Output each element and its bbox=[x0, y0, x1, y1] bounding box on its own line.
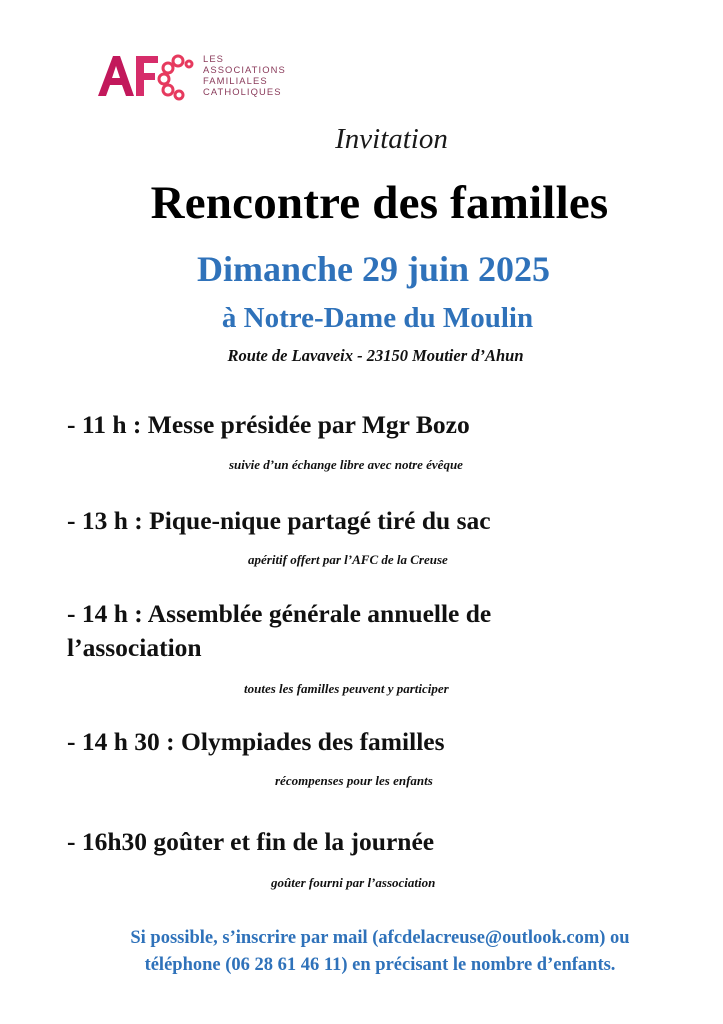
registration-line-2: téléphone (06 28 61 46 11) en précisant le nombre d’enfants. bbox=[144, 955, 616, 975]
program-note-3: toutes les familles peuvent y participer bbox=[244, 681, 449, 696]
program-item-2: - 13 h : Pique-nique partagé tiré du sac bbox=[67, 506, 491, 535]
program-item-5: - 16h30 goûter et fin de la journée bbox=[67, 827, 435, 856]
event-title: Rencontre des familles bbox=[150, 177, 609, 229]
program-note-2: apéritif offert par l’AFC de la Creuse bbox=[248, 552, 448, 567]
program-item-3-line2: l’association bbox=[67, 633, 202, 662]
logo-line-familiales: FAMILIALES bbox=[203, 75, 268, 86]
registration-info bbox=[60, 925, 700, 979]
event-address: Route de Lavaveix - 23150 Moutier d’Ahun bbox=[227, 346, 524, 365]
program-item-4: - 14 h 30 : Olympiades des familles bbox=[67, 727, 445, 756]
program-item-3 bbox=[67, 597, 491, 665]
logo-caption bbox=[203, 53, 286, 97]
program-note-1: suivie d’un échange libre avec notre évêque bbox=[229, 457, 463, 472]
event-date: Dimanche 29 juin 2025 bbox=[196, 249, 551, 289]
program-note-5: goûter fourni par l’association bbox=[271, 875, 436, 890]
program-item-3-line1: - 14 h : Assemblée générale annuelle de bbox=[67, 599, 492, 628]
afc-logo bbox=[96, 50, 296, 102]
logo-line-associations: ASSOCIATIONS bbox=[203, 64, 286, 75]
logo-line-catholiques: CATHOLIQUES bbox=[203, 86, 282, 97]
logo-line-les: LES bbox=[203, 53, 225, 64]
registration-line-1: Si possible, s’inscrire par mail (afcdelacreuse@outlook.com) ou bbox=[130, 928, 630, 948]
invitation-label: Invitation bbox=[335, 123, 448, 155]
program-note-4: récompenses pour les enfants bbox=[275, 773, 433, 788]
event-place: à Notre-Dame du Moulin bbox=[221, 302, 534, 334]
afc-logo-mark-icon bbox=[96, 50, 196, 102]
program-item-1: - 11 h : Messe présidée par Mgr Bozo bbox=[67, 410, 470, 439]
